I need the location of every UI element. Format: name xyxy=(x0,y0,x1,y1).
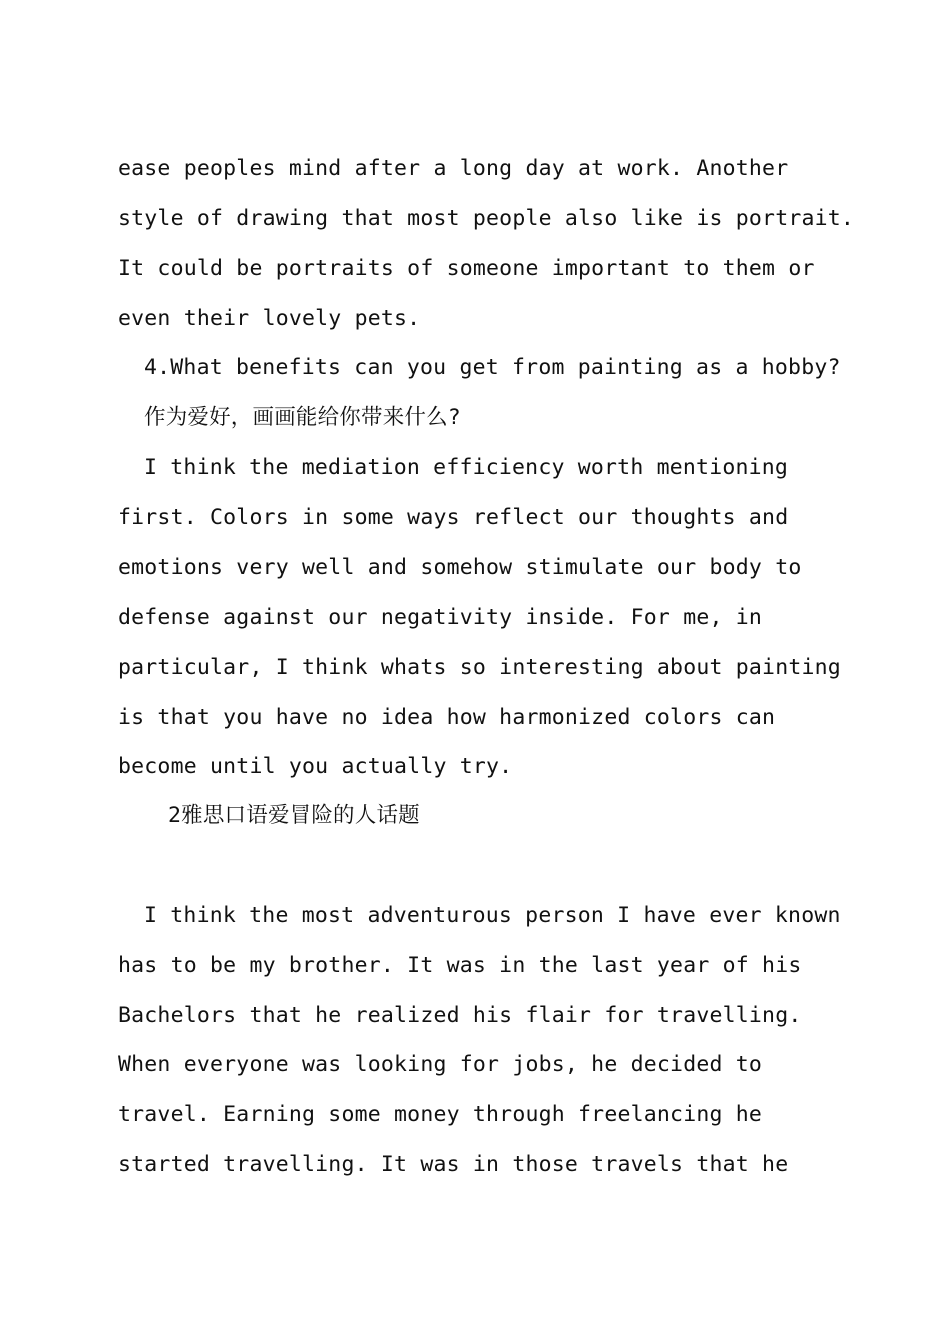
text-line: emotions very well and somehow stimulate our body to xyxy=(118,555,802,580)
text-line: When everyone was looking for jobs, he decided to xyxy=(118,1052,763,1077)
text-line: become until you actually try. xyxy=(118,754,513,779)
text-line: I think the mediation efficiency worth mentioning xyxy=(144,455,789,480)
text-line: started travelling. It was in those travels that he xyxy=(118,1152,789,1177)
text-line: ease peoples mind after a long day at work. Another xyxy=(118,156,789,181)
text-line: I think the most adventurous person I have ever known xyxy=(144,903,841,928)
question-heading: 4.What benefits can you get from painting as a hobby? xyxy=(144,355,841,380)
text-line: particular, I think whats so interesting about painting xyxy=(118,655,841,680)
text-line: Bachelors that he realized his flair for travelling. xyxy=(118,1003,802,1028)
text-line: even their lovely pets. xyxy=(118,306,421,331)
section-heading: 2雅思口语爱冒险的人话题 xyxy=(168,803,420,828)
text-line: first. Colors in some ways reflect our thoughts and xyxy=(118,505,789,530)
text-line: has to be my brother. It was in the last year of his xyxy=(118,953,802,978)
text-line: travel. Earning some money through freelancing he xyxy=(118,1102,763,1127)
text-line: is that you have no idea how harmonized colors can xyxy=(118,705,776,730)
text-line: defense against our negativity inside. For me, in xyxy=(118,605,763,630)
question-translation: 作为爱好，画画能给你带来什么? xyxy=(144,405,461,430)
text-line: style of drawing that most people also like is portrait. xyxy=(118,206,855,231)
text-line: It could be portraits of someone important to them or xyxy=(118,256,815,281)
